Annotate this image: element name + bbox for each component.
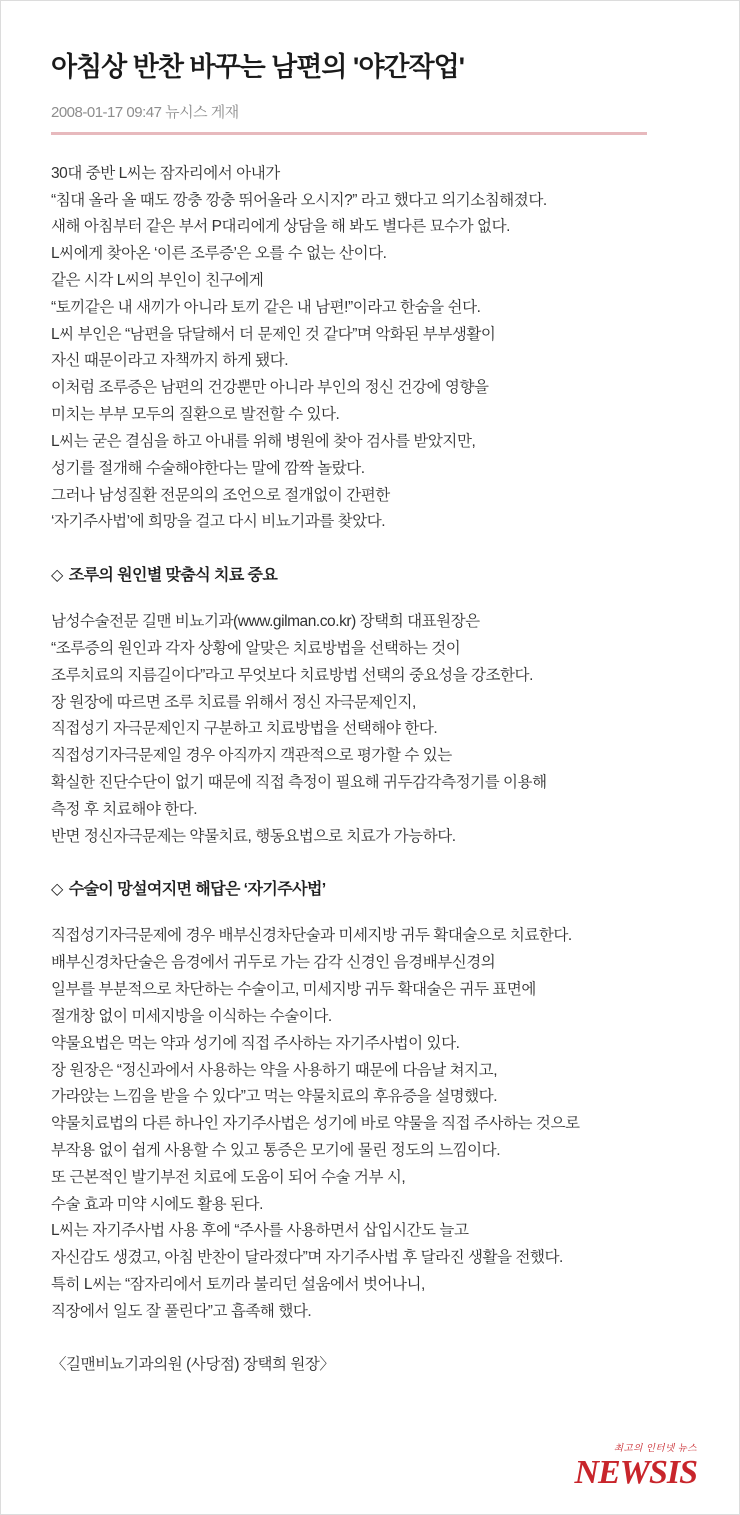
body-line: 부작용 없이 쉽게 사용할 수 있고 통증은 모기에 물린 정도의 느낌이다. <box>51 1141 501 1159</box>
body-line: 반면 정신자극문제는 약물치료, 행동요법으로 치료가 가능하다. <box>51 827 456 845</box>
body-line: 직접성기자극문제에 경우 배부신경차단술과 미세지방 귀두 확대술으로 치료한다. <box>51 927 572 945</box>
body-line: 약물치료법의 다른 하나인 자기주사법은 성기에 바로 약물을 직접 주사하는 것으로 <box>51 1115 580 1133</box>
body-line: L씨는 굳은 결심을 하고 아내를 위해 병원에 찾아 검사를 받았지만, <box>51 432 476 450</box>
section-two-paragraph <box>51 923 693 1325</box>
body-line: “침대 올라 올 때도 깡충 깡충 뛰어올라 오시지?” 라고 했다고 의기소침해졌다. <box>51 191 547 209</box>
body-line: L씨는 자기주사법 사용 후에 “주사를 사용하면서 삽입시간도 늘고 <box>51 1222 469 1240</box>
body-line: 30대 중반 L씨는 잠자리에서 아내가 <box>51 164 280 182</box>
section-one-paragraph <box>51 609 693 850</box>
page-title: 아침상 반찬 바꾸는 남편의 '야간작업' <box>51 52 465 82</box>
body-line: 자신 때문이라고 자책까지 하게 됐다. <box>51 352 289 370</box>
body-line: 조루치료의 지름길이다”라고 무엇보다 치료방법 선택의 중요성을 강조한다. <box>51 666 533 684</box>
body-line: 미치는 부부 모두의 질환으로 발전할 수 있다. <box>51 406 340 424</box>
body-line: 절개창 없이 미세지방을 이식하는 수술이다. <box>51 1007 332 1025</box>
body-line: ‘자기주사법’에 희망을 걸고 다시 비뇨기과를 찾았다. <box>51 513 386 531</box>
body-line: 장 원장은 “정신과에서 사용하는 약을 사용하기 때문에 다음날 쳐지고, <box>51 1061 498 1079</box>
body-line: “조루증의 원인과 각자 상황에 알맞은 치료방법을 선택하는 것이 <box>51 639 461 657</box>
body-line: 같은 시각 L씨의 부인이 친구에게 <box>51 272 264 289</box>
body-line: 가라앉는 느낌을 받을 수 있다”고 먹는 약물치료의 후유증을 설명했다. <box>51 1088 498 1106</box>
divider <box>51 132 647 135</box>
logo-tagline: 최고의 인터넷 뉴스 <box>613 1443 697 1454</box>
body-line: L씨에게 찾아온 ‘이른 조루증’은 오를 수 없는 산이다. <box>51 245 387 263</box>
body-line: 수술 효과 미약 시에도 활용 된다. <box>51 1195 263 1213</box>
article-meta: 2008-01-17 09:47 뉴시스 게재 <box>51 103 239 121</box>
body-line: 직접성기자극문제일 경우 아직까지 객관적으로 평가할 수 있는 <box>51 747 452 765</box>
body-line: 성기를 절개해 수술해야한다는 말에 깜짝 놀랐다. <box>51 459 365 477</box>
body-line: 확실한 진단수단이 없기 때문에 직접 측정이 필요해 귀두감각측정기를 이용해 <box>51 774 547 791</box>
body-line: 그러나 남성질환 전문의의 조언으로 절개없이 간편한 <box>51 486 390 504</box>
body-line: 일부를 부분적으로 차단하는 수술이고, 미세지방 귀두 확대술은 귀두 표면에 <box>51 981 536 999</box>
body-line: 남성수술전문 길맨 비뇨기과(www.gilman.co.kr) 장택희 대표원장은 <box>51 613 480 631</box>
newsis-logo <box>574 1445 697 1491</box>
body-line: 이처럼 조루증은 남편의 건강뿐만 아니라 부인의 정신 건강에 영향을 <box>51 379 489 397</box>
section-heading-two-label: 수술이 망설여지면 해답은 ‘자기주사법’ <box>68 881 326 899</box>
body-line: 배부신경차단술은 음경에서 귀두로 가는 감각 신경인 음경배부신경의 <box>51 954 496 972</box>
body-line: 직접성기 자극문제인지 구분하고 치료방법을 선택해야 한다. <box>51 720 438 738</box>
body-line: 특히 L씨는 “잠자리에서 토끼라 불리던 설움에서 벗어나니, <box>51 1276 425 1293</box>
section-heading-two <box>51 876 693 899</box>
body-line: 장 원장에 따르면 조루 치료를 위해서 정신 자극문제인지, <box>51 693 416 711</box>
body-line: 자신감도 생겼고, 아침 반찬이 달라졌다”며 자기주사법 후 달라진 생활을 전했다. <box>51 1249 563 1267</box>
section-heading-one-label: 조루의 원인별 맞춤식 치료 중요 <box>68 567 278 585</box>
body-line: 측정 후 치료해야 한다. <box>51 800 198 818</box>
section-heading-one <box>51 562 693 585</box>
body-line: 약물요법은 먹는 약과 성기에 직접 주사하는 자기주사법이 있다. <box>51 1034 460 1052</box>
body-line: L씨 부인은 “남편을 닦달해서 더 문제인 것 같다”며 악화된 부부생활이 <box>51 325 496 343</box>
body-line: 또 근본적인 발기부전 치료에 도움이 되어 수술 거부 시, <box>51 1168 406 1186</box>
body-line: 직장에서 일도 잘 풀린다”고 흡족해 했다. <box>51 1302 312 1320</box>
body-line: 새해 아침부터 같은 부서 P대리에게 상담을 해 봐도 별다른 묘수가 없다. <box>51 218 510 236</box>
source-credit: 〈길맨비뇨기과의원 (사당점) 장택희 원장〉 <box>51 1355 335 1373</box>
lead-paragraph <box>51 161 693 536</box>
article-body <box>51 161 693 1379</box>
diamond-icon: ◇ <box>51 567 63 585</box>
body-line: “토끼같은 내 새끼가 아니라 토끼 같은 내 남편!”이라고 한숨을 쉰다. <box>51 298 481 316</box>
logo-wordmark: NEWSIS <box>574 1454 697 1491</box>
diamond-icon: ◇ <box>51 881 63 899</box>
